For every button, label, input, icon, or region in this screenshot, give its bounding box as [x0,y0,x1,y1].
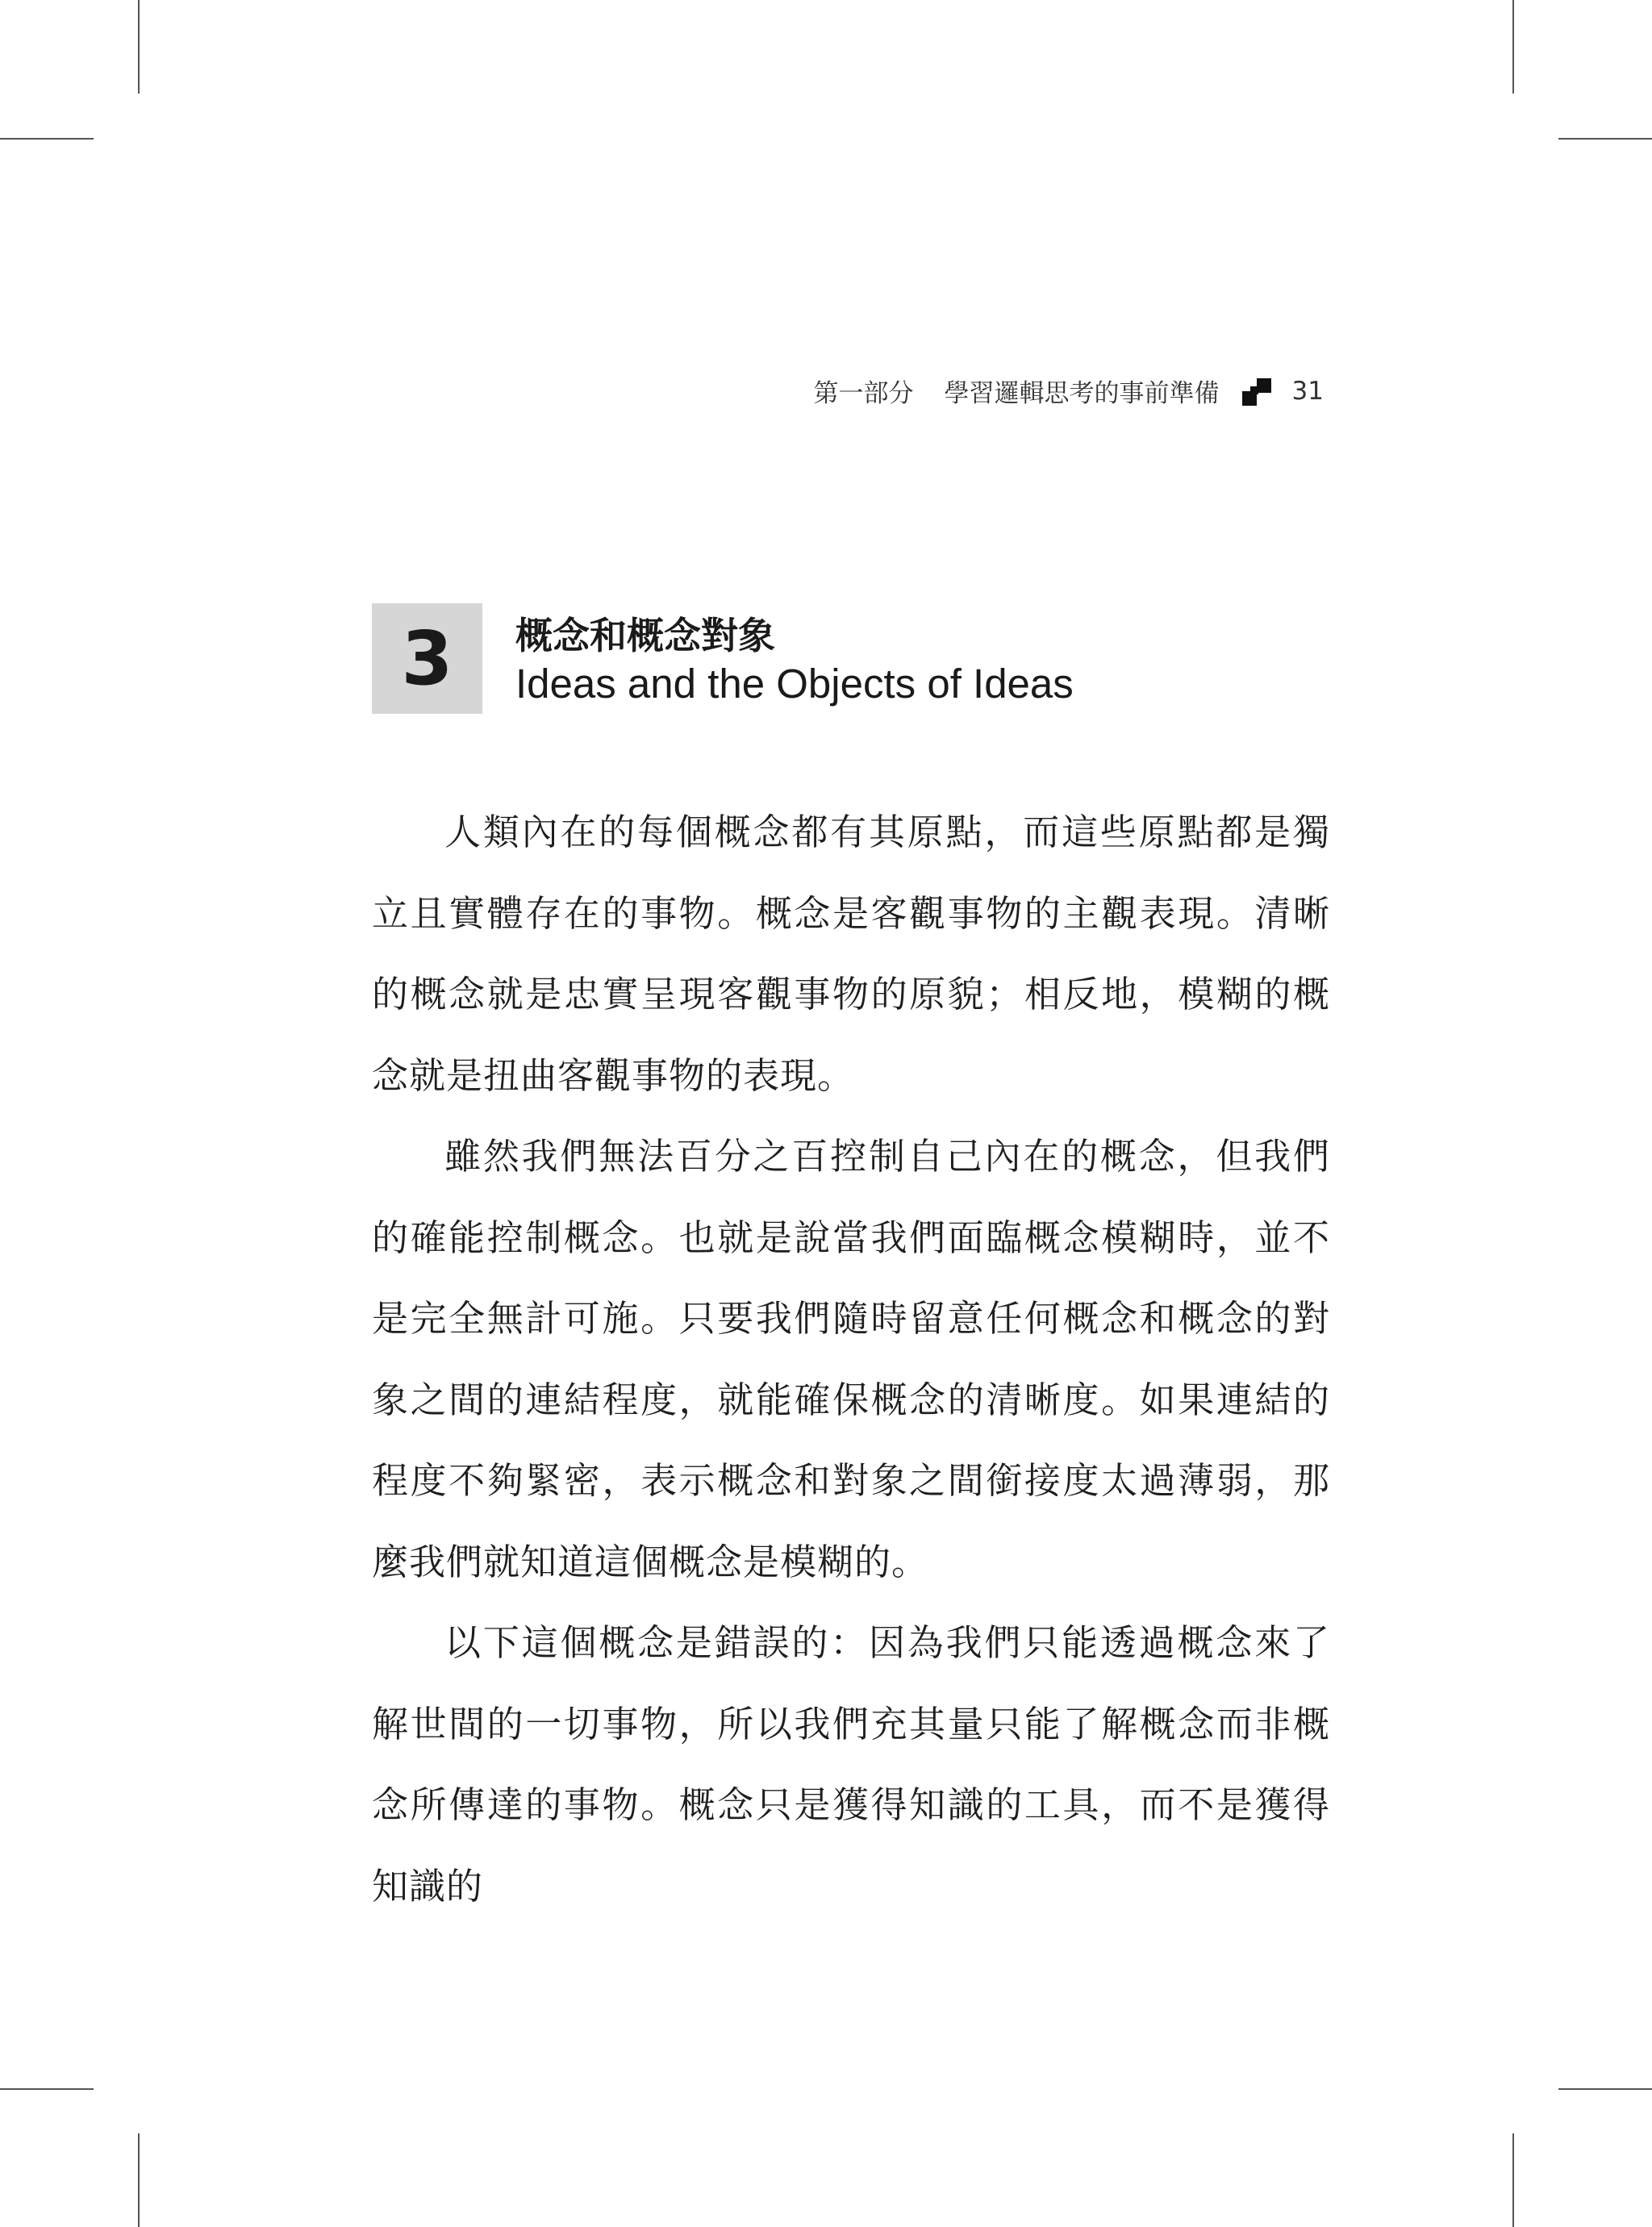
paragraph: 雖然我們無法百分之百控制自己內在的概念，但我們的確能控制概念。也就是說當我們面臨概念模糊時，並不是完全無計可施。只要我們隨時留意任何概念和概念的對象之間的連結程度，就能確保概念的清晰度。如果連結的程度不夠緊密，表示概念和對象之間銜接度太過薄弱，那麼我們就知道這個概念是模糊的。 [372,1135,1330,1583]
page-number: 31 [1291,376,1324,406]
body-text [372,792,1330,1927]
chapter-title-english: Ideas and the Objects of Ideas [515,661,1074,707]
crop-mark-top-left-h [0,138,94,140]
crop-mark-bottom-left-h [0,2088,94,2090]
crop-mark-bottom-right [1512,2133,1514,2227]
paragraph: 人類內在的每個概念都有其原點，而這些原點都是獨立且實體存在的事物。概念是客觀事物的主觀表現。清晰的概念就是忠實呈現客觀事物的原貌；相反地，模糊的概念就是扭曲客觀事物的表現。 [372,811,1330,1097]
crop-mark-top-right-h [1558,138,1652,140]
running-header [814,373,1324,409]
header-part-label: 第一部分 [813,379,914,408]
header-section-title: 學習邏輯思考的事前準備 [944,379,1220,408]
chapter-title-chinese: 概念和概念對象 [515,614,775,657]
crop-mark-top-right [1512,0,1514,94]
chapter-number-box [372,603,482,714]
crop-mark-bottom-left [138,2133,140,2227]
crop-mark-bottom-right-h [1558,2088,1652,2090]
crop-mark-top-left [138,0,140,94]
header-square-marker-icon [1242,375,1274,407]
paragraph: 以下這個概念是錯誤的：因為我們只能透過概念來了解世間的一切事物，所以我們充其量只能了解概念而非概念所傳達的事物。概念只是獲得知識的工具，而不是獲得知識的 [372,1621,1330,1908]
chapter-number: 3 [401,615,453,702]
